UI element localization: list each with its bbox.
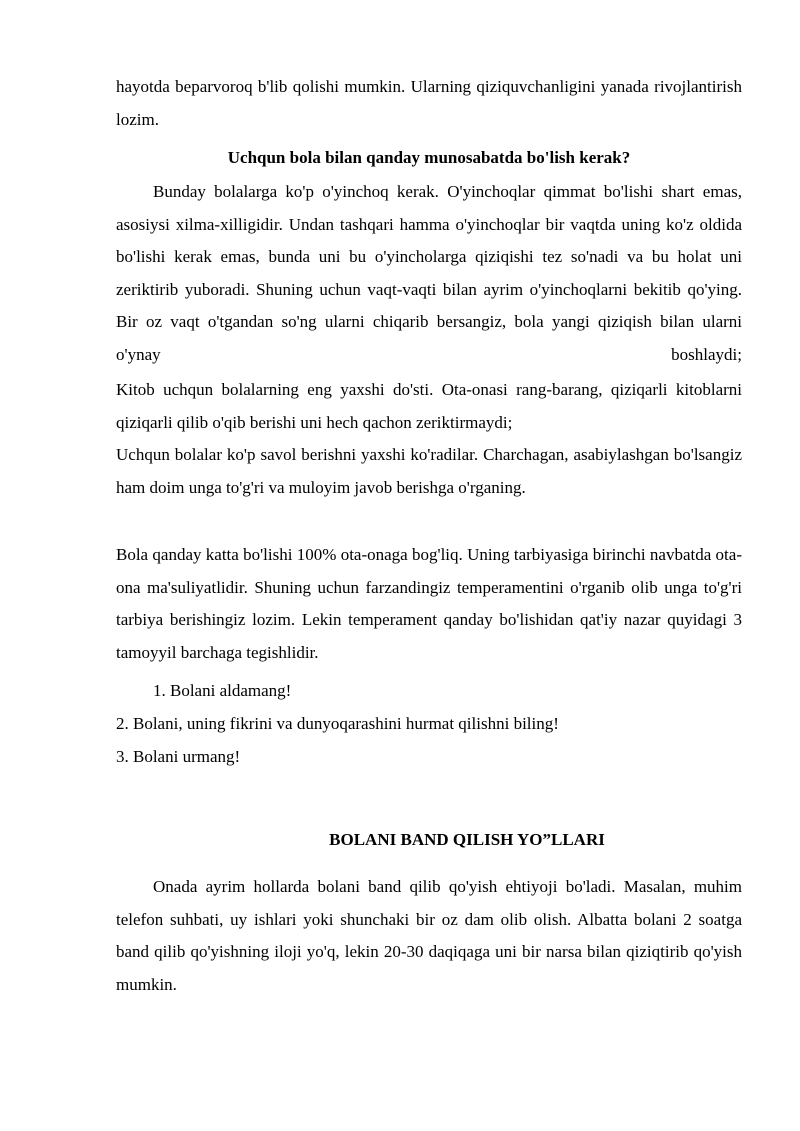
intro-paragraph: hayotda beparvoroq b'lib qolishi mumkin. Ularning qiziquvchanligini yanada rivojlantirish lozim. [116,77,742,129]
rule-item: 1. Bolani aldamang! [153,681,292,700]
section3-heading: BOLANI BAND QILISH YO”LLARI [329,830,605,849]
section1-heading: Uchqun bola bilan qanday munosabatda bo'lish kerak? [227,148,631,167]
section2-paragraph: Bola qanday katta bo'lishi 100% ota-onaga bog'liq. Uning tarbiyasiga birinchi navbatda ota-ona ma'suliyatlidir. Shuning uchun farzandingiz temperamentini o'rganib olib unga to'g'ri tarbiya berishingiz lozim. Lekin temperament qanday bo'lishidan qat'iy nazar quyidagi 3 tamoyyil barchaga tegishlidir. [116,545,742,662]
section1-paragraph-books: Kitob uchqun bolalarning eng yaxshi do'sti. Ota-onasi rang-barang, qiziqarli kitoblarni qiziqarli qilib o'qib berishi uni hech qachon zeriktirmaydi; [116,380,742,432]
section1-paragraph-questions: Uchqun bolalar ko'p savol berishni yaxshi ko'radilar. Charchagan, asabiylashgan bo'lsangiz ham doim unga to'g'ri va muloyim javob berishga o'rganing. [116,445,742,497]
rule-item: 3. Bolani urmang! [116,747,241,766]
section3-paragraph: Onada ayrim hollarda bolani band qilib qo'yish ehtiyoji bo'ladi. Masalan, muhim telefon suhbati, uy ishlari yoki shunchaki bir oz dam olib olish. Albatta bolani 2 soatga band qilib qo'yishning iloji yo'q, lekin 20-30 daqiqaga uni bir narsa bilan qiziqtirib qo'yish mumkin. [116,877,742,994]
rule-item: 2. Bolani, uning fikrini va dunyoqarashini hurmat qilishni biling! [116,714,559,733]
section1-paragraph-toys: Bunday bolalarga ko'p o'yinchoq kerak. O'yinchoqlar qimmat bo'lishi shart emas, asosiysi xilma-xilligidir. Undan tashqari hamma o'yinchoqlar bir vaqtda uning ko'z oldida bo'lishi kerak emas, bunda uni bu o'yincholarga qiziqishi tez so'nadi va bu holat uni zeriktirib yuboradi. Shuning uchun vaqt-vaqti bilan ayrim o'yinchoqlarni bekitib qo'ying. Bir oz vaqt o'tgandan so'ng ularni chiqarib bersangiz, bola yangi qiziqish bilan ularni o'ynay boshlaydi; [116,182,742,364]
